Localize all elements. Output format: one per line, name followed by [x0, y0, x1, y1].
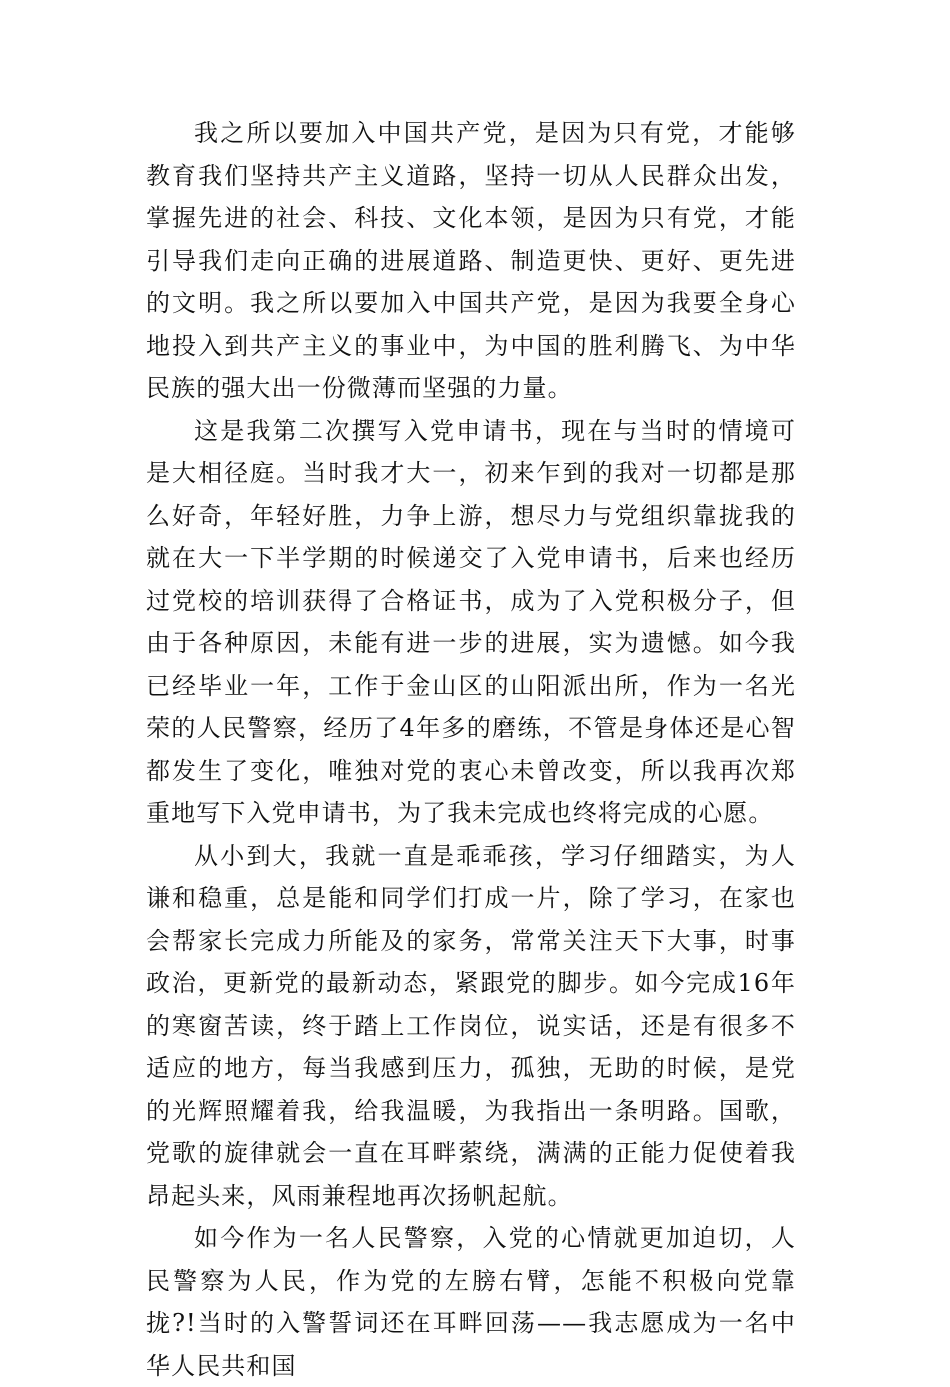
- document-body: [146, 112, 796, 1387]
- paragraph-1: 我之所以要加入中国共产党，是因为只有党，才能够教育我们坚持共产主义道路，坚持一切从人民群众出发，掌握先进的社会、科技、文化本领，是因为只有党，才能引导我们走向正确的进展道路、制造更快、更好、更先进的文明。我之所以要加入中国共产党，是因为我要全身心地投入到共产主义的事业中，为中国的胜利腾飞、为中华民族的强大出一份微薄而坚强的力量。: [146, 119, 796, 402]
- paragraph-2: 这是我第二次撰写入党申请书，现在与当时的情境可是大相径庭。当时我才大一，初来乍到的我对一切都是那么好奇，年轻好胜，力争上游，想尽力与党组织靠拢我的就在大一下半学期的时候递交了入党申请书，后来也经历过党校的培训获得了合格证书，成为了入党积极分子，但由于各种原因，未能有进一步的进展，实为遗憾。如今我已经毕业一年，工作于金山区的山阳派出所，作为一名光荣的人民警察，经历了4年多的磨练，不管是身体还是心智都发生了变化，唯独对党的衷心未曾改变，所以我再次郑重地写下入党申请书，为了我未完成也终将完成的心愿。: [146, 416, 796, 827]
- paragraph-3: 从小到大，我就一直是乖乖孩，学习仔细踏实，为人谦和稳重，总是能和同学们打成一片，除了学习，在家也会帮家长完成力所能及的家务，常常关注天下大事，时事政治，更新党的最新动态，紧跟党的脚步。如今完成16年的寒窗苦读，终于踏上工作岗位，说实话，还是有很多不适应的地方，每当我感到压力，孤独，无助的时候，是党的光辉照耀着我，给我温暖，为我指出一条明路。国歌，党歌的旋律就会一直在耳畔萦绕，满满的正能力促使着我昂起头来，风雨兼程地再次扬帆起航。: [146, 841, 796, 1210]
- paragraph-4: 如今作为一名人民警察，入党的心情就更加迫切，人民警察为人民，作为党的左膀右臂，怎能不积极向党靠拢?!当时的入警誓词还在耳畔回荡——我志愿成为一名中华人民共和国: [146, 1224, 796, 1380]
